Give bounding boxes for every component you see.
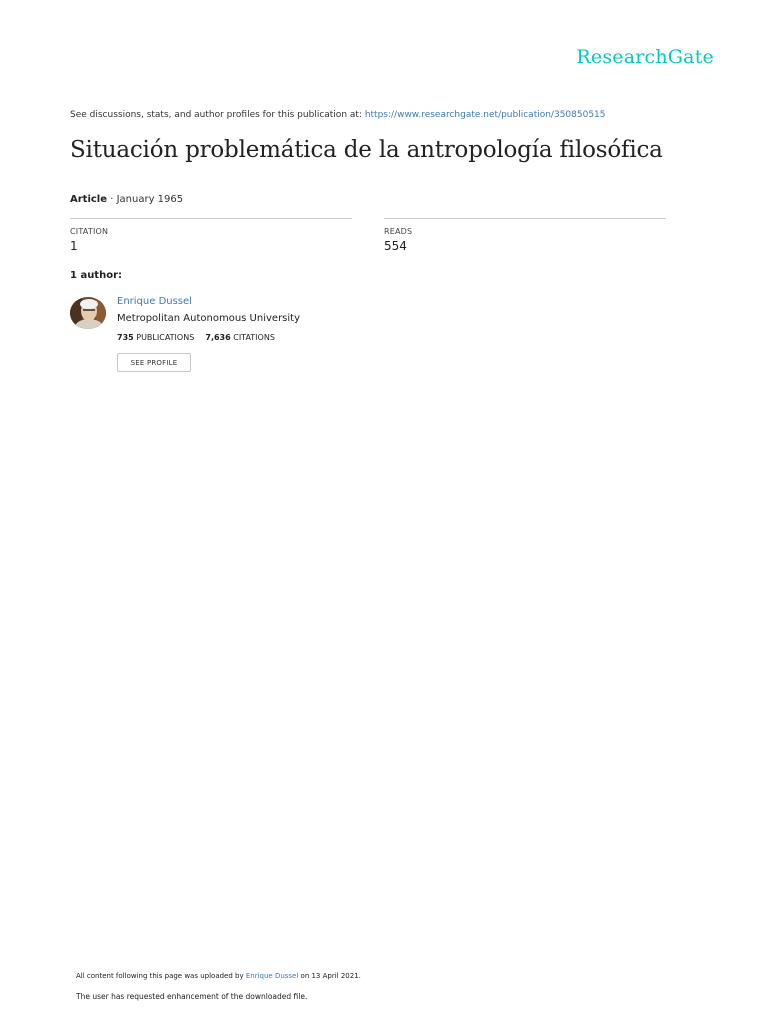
enhancement-note: The user has requested enhancement of the downloaded file. bbox=[76, 992, 308, 1001]
citations-count: 7,636 bbox=[205, 333, 231, 342]
publications-label: PUBLICATIONS bbox=[136, 333, 195, 342]
researchgate-logo[interactable]: ResearchGate bbox=[576, 46, 714, 68]
upload-prefix: All content following this page was uploaded by bbox=[76, 972, 246, 980]
reads-value: 554 bbox=[384, 239, 407, 253]
author-name-link[interactable]: Enrique Dussel bbox=[117, 296, 192, 307]
authors-count: 1 author: bbox=[70, 270, 123, 281]
publications-count: 735 bbox=[117, 333, 134, 342]
citations-label: CITATIONS bbox=[233, 333, 275, 342]
see-profile-button[interactable]: SEE PROFILE bbox=[117, 353, 191, 372]
author-counts bbox=[117, 333, 275, 342]
upload-notice bbox=[76, 972, 361, 980]
citation-label: CITATION bbox=[70, 227, 109, 236]
meta-separator: · bbox=[107, 194, 117, 205]
reads-label: READS bbox=[384, 227, 413, 236]
author-photo-icon bbox=[70, 297, 106, 329]
publication-url-link[interactable]: https://www.researchgate.net/publication/350850515 bbox=[364, 110, 606, 120]
citation-value: 1 bbox=[70, 239, 78, 253]
publication-type: Article bbox=[70, 194, 108, 205]
upload-suffix: on 13 April 2021. bbox=[298, 972, 361, 980]
publication-date: January 1965 bbox=[116, 194, 184, 205]
author-affiliation: Metropolitan Autonomous University bbox=[117, 313, 301, 324]
uploader-link[interactable]: Enrique Dussel bbox=[245, 972, 299, 980]
discussion-line bbox=[70, 110, 606, 120]
reads-divider bbox=[384, 218, 666, 219]
discussion-prefix: See discussions, stats, and author profiles for this publication at: bbox=[70, 110, 365, 120]
publication-meta bbox=[70, 194, 183, 205]
citation-divider bbox=[70, 218, 352, 219]
author-avatar[interactable] bbox=[70, 297, 106, 329]
publication-title: Situación problemática de la antropología filosófica bbox=[70, 137, 663, 163]
